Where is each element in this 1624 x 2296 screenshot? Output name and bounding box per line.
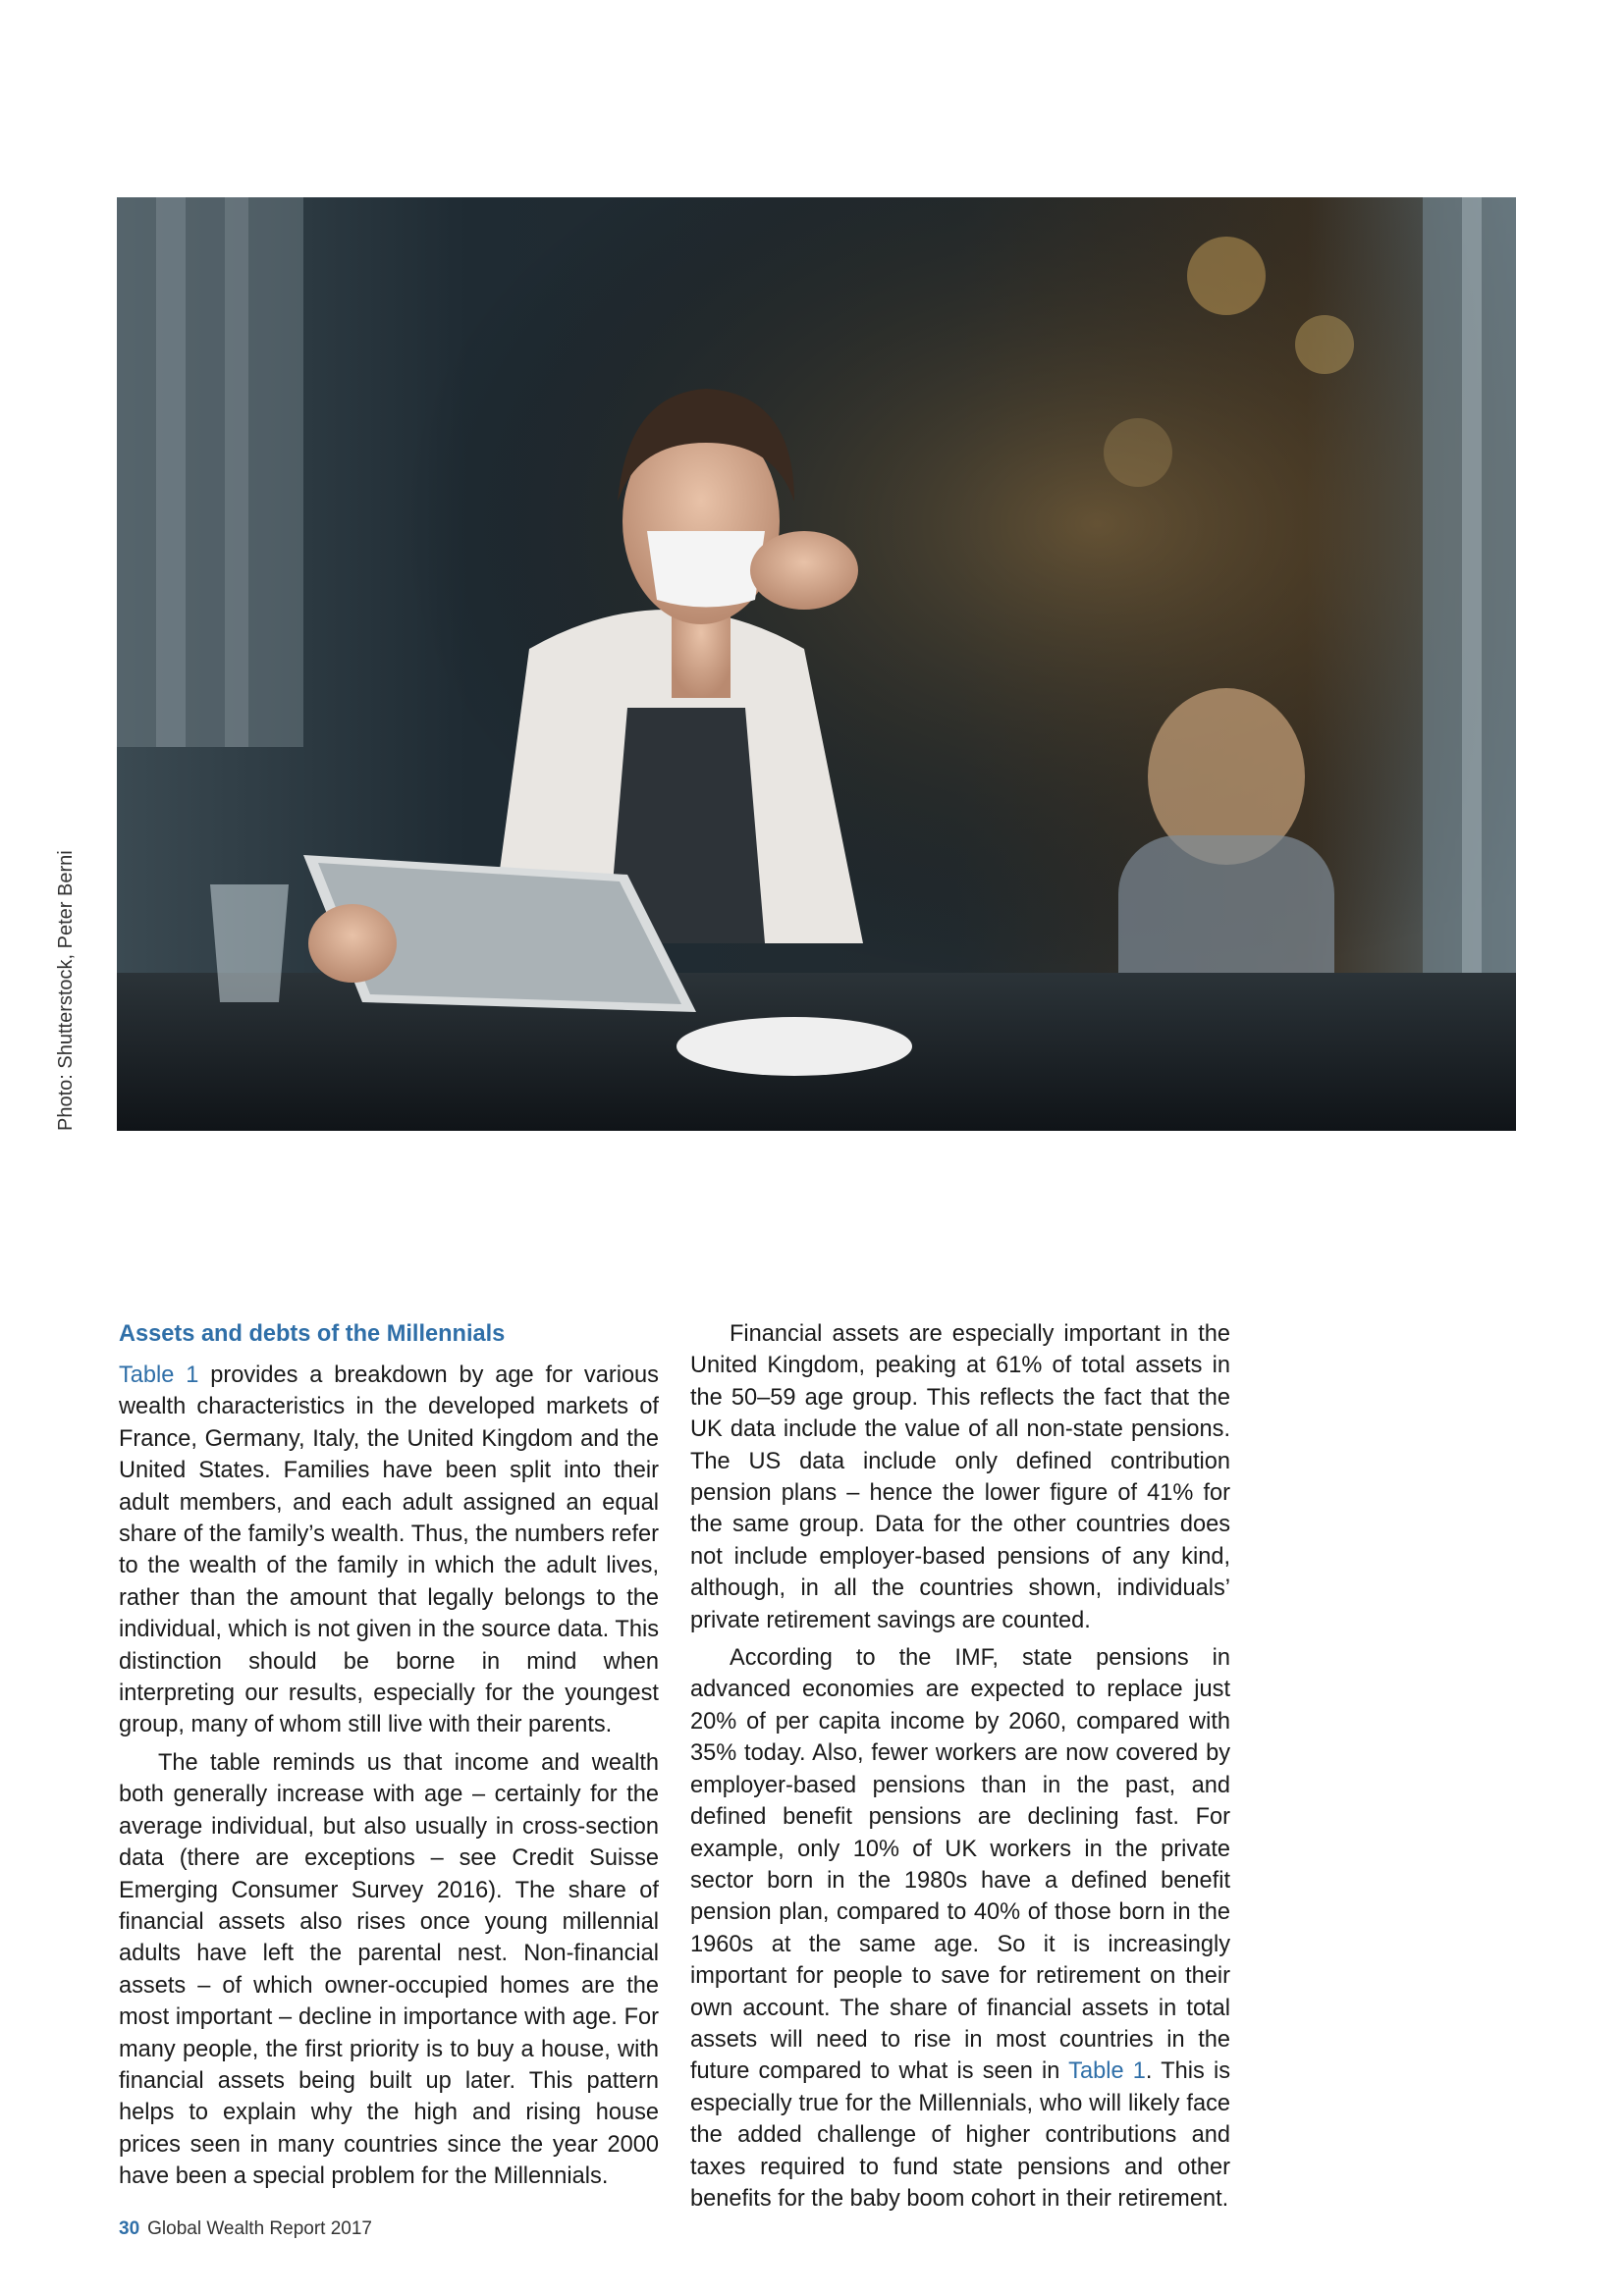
cafe-photo [117,197,1516,1131]
article-column-right [690,1318,1230,2215]
article-paragraph: The table reminds us that income and wealth both generally increase with age – certainly for the average individual, but also usually in cross-section data (there are exceptions – see Credit Suisse Emerging Consumer Survey 2016). The share of financial assets also rises once young millennial adults have left the parental nest. Non-financial assets – of which owner-occupied homes are the most important – decline in importance with age. For many people, the first priority is to buy a house, with financial assets being built up later. This pattern helps to explain why the high and rising house prices seen in many countries since the year 2000 have been a special problem for the Millennials. [119,1749,659,2190]
paragraph-text: . This is especially true for the Millennials, who will likely face the added challenge of higher contributions and taxes required to fund state pensions and other benefits for the baby boom cohort in their retirement. [690,2058,1230,2212]
table-link[interactable]: Table 1 [119,1362,199,1388]
article-paragraph [119,1360,659,1741]
page-footer [119,2218,372,2240]
article-paragraph [690,1642,1230,2215]
paragraph-text: provides a breakdown by age for various wealth characteristics in the developed markets of France, Germany, Italy, the United Kingdom and the United States. Families have been split into their adult members, and each adult assigned an equal share of the family’s wealth. Thus, the numbers refer to the wealth of the family in which the adult lives, rather than the amount that legally belongs to the individual, which is not given in the source data. This distinction should be borne in mind when interpreting our results, especially for the youngest group, many of whom still live with their parents. [119,1362,659,1738]
photo-illustration [117,197,1516,1131]
page-number: 30 [119,2218,140,2239]
article-column-left [119,1318,659,2193]
publication-title: Global Wealth Report 2017 [147,2218,372,2239]
paragraph-text: According to the IMF, state pensions in advanced economies are expected to replace just 20% of per capita income by 2060, compared with 35% today. Also, fewer workers are now covered by employer-based pensions than in the past, and defined benefit pensions are declining fast. For example, only 10% of UK workers in the private sector born in the 1980s have a defined benefit pension plan, compared to 40% of those born in the 1960s at the same age. So it is increasingly important for people to save for retirement on their own account. The share of financial assets in total assets will need to rise in most countries in the future compared to what is seen in [690,1645,1230,2085]
article-paragraph: Financial assets are especially important in the United Kingdom, peaking at 61% of total assets in the 50–59 age group. This reflects the fact that the UK data include the value of all non-state pensions. The US data include only defined contribution pension plans – hence the lower figure of 41% for the same group. Data for the other countries does not include employer-based pensions of any kind, although, in all the countries shown, individuals’ private retirement savings are counted. [690,1321,1230,1633]
photo-credit: Photo: Shutterstock, Peter Berni [55,850,77,1131]
table-link[interactable]: Table 1 [1068,2058,1146,2085]
section-heading: Assets and debts of the Millennials [119,1321,506,1347]
